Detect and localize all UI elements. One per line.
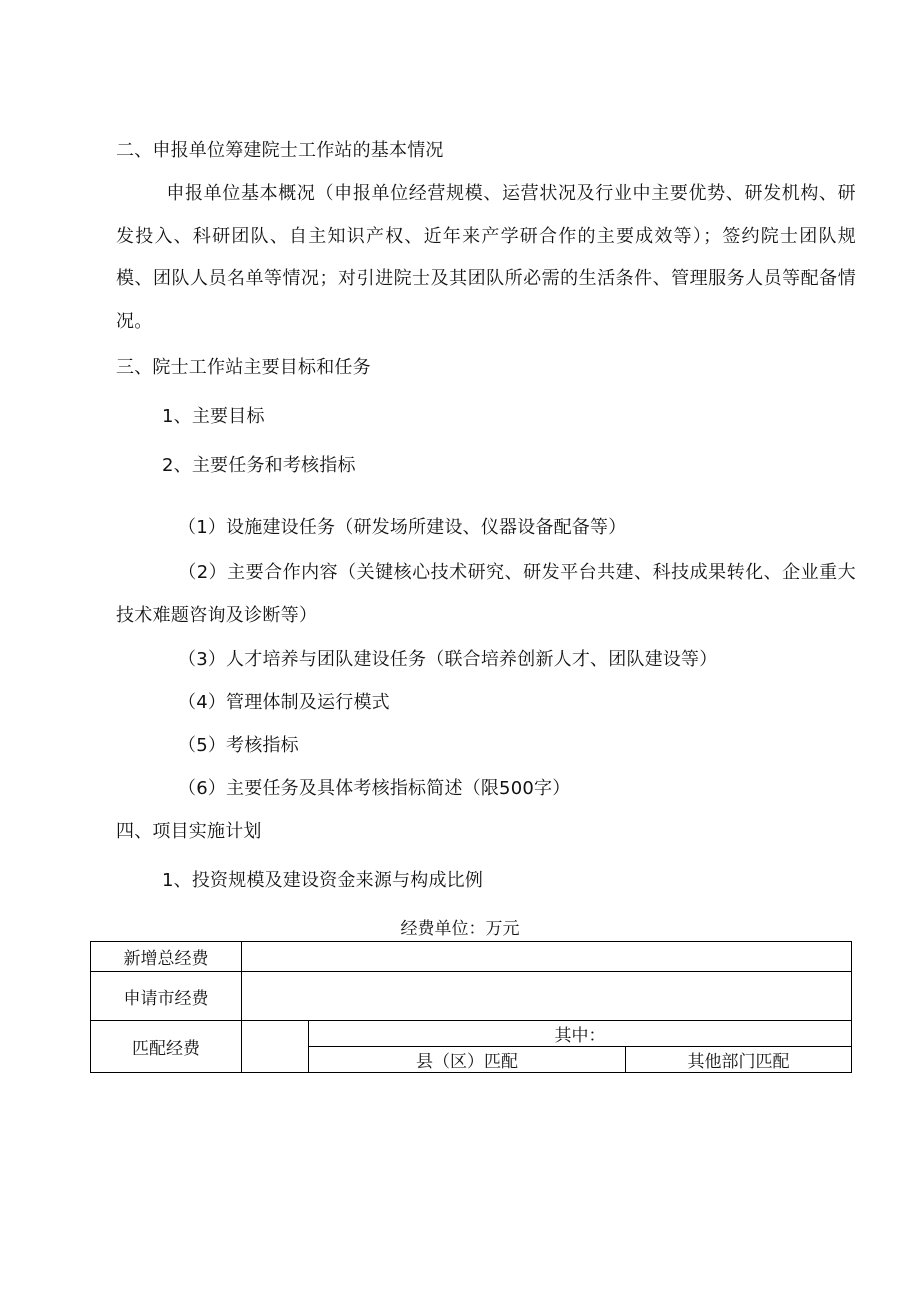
budget-table: [90, 941, 852, 1073]
section-3-sub-2: [116, 552, 856, 637]
section-3-sub-3: （3）人才培养与团队建设任务（联合培养创新人才、团队建设等）: [178, 649, 718, 670]
other-match-header: 其他部门匹配: [626, 1047, 852, 1073]
row-match-label: 匹配经费: [91, 1021, 242, 1073]
row-total-label: 新增总经费: [91, 942, 242, 972]
section-3-sub-5: （5）考核指标: [178, 735, 299, 756]
row-apply-label: 申请市经费: [91, 972, 242, 1021]
section-3-sub-4: （4）管理体制及运行模式: [178, 692, 390, 713]
row-apply-value[interactable]: [242, 972, 852, 1021]
county-match-header: 县（区）匹配: [309, 1047, 626, 1073]
section-2-heading: 二、申报单位筹建院士工作站的基本情况: [116, 140, 444, 161]
section-3-sub-6: （6）主要任务及具体考核指标简述（限500字）: [178, 778, 571, 799]
row-total-value[interactable]: [242, 942, 852, 972]
row-match-value[interactable]: [242, 1021, 309, 1073]
section-3-sub-1: （1）设施建设任务（研发场所建设、仪器设备配备等）: [178, 517, 627, 538]
section-3-item-2: 2、主要任务和考核指标: [162, 455, 356, 476]
section-3-item-1: 1、主要目标: [162, 406, 265, 427]
section-2-body: [116, 173, 856, 343]
among-label: 其中：: [309, 1021, 852, 1047]
section-4-heading: 四、项目实施计划: [116, 821, 262, 842]
section-4-item-1: 1、投资规模及建设资金来源与构成比例: [162, 870, 484, 891]
section-3-heading: 三、院士工作站主要目标和任务: [116, 357, 371, 378]
section-2-body-text: 申报单位基本概况（申报单位经营规模、运营状况及行业中主要优势、研发机构、研发投入、科研团队、自主知识产权、近年来产学研合作的主要成效等）；签约院士团队规模、团队人员名单等情况；对引进院士及其团队所必需的生活条件、管理服务人员等配备情况。: [116, 183, 856, 332]
budget-unit-label: 经费单位：万元: [400, 919, 520, 939]
section-3-sub-2-text: （2）主要合作内容（关键核心技术研究、研发平台共建、科技成果转化、企业重大技术难题咨询及诊断等）: [116, 562, 856, 626]
